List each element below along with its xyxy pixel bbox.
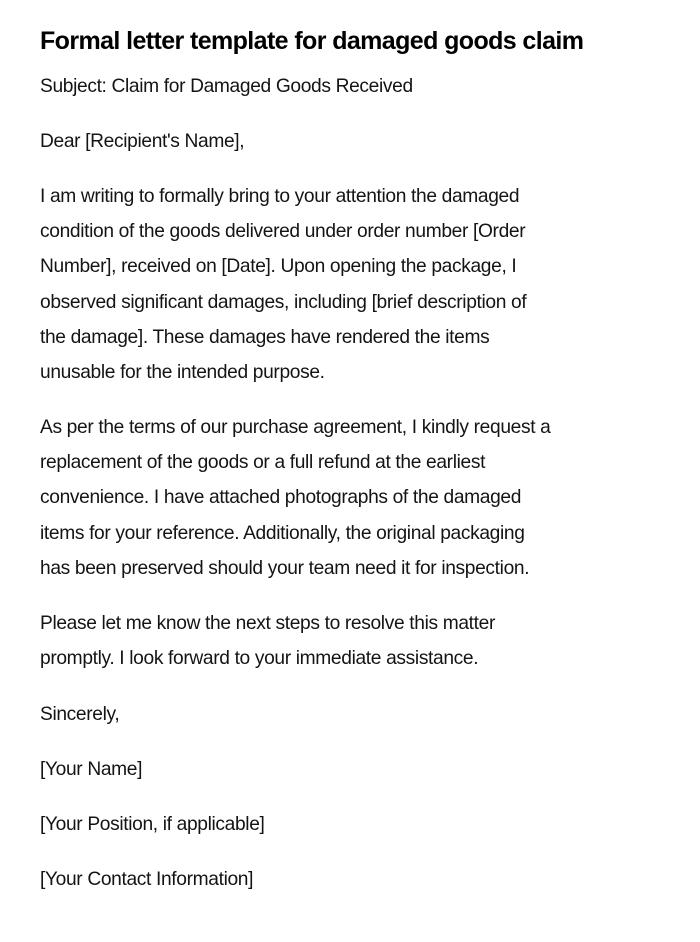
paragraph-line: replacement of the goods or a full refund at the earliest bbox=[40, 452, 486, 474]
subject-line: Subject: Claim for Damaged Goods Received bbox=[40, 76, 413, 97]
paragraph-line: unusable for the intended purpose. bbox=[40, 362, 325, 384]
paragraph-line: Please let me know the next steps to resolve this matter bbox=[40, 613, 495, 634]
body-paragraph-1 bbox=[40, 179, 526, 390]
paragraph-line: items for your reference. Additionally, the original packaging bbox=[40, 522, 525, 544]
body-paragraph-3 bbox=[40, 606, 495, 676]
signature-contact: [Your Contact Information] bbox=[40, 869, 254, 890]
paragraph-line: I am writing to formally bring to your attention the damaged bbox=[40, 186, 520, 207]
paragraph-line: has been preserved should your team need it for inspection. bbox=[40, 557, 530, 579]
closing: Sincerely, bbox=[40, 704, 120, 725]
paragraph-line: As per the terms of our purchase agreement, I kindly request a bbox=[40, 417, 551, 438]
signature-position: [Your Position, if applicable] bbox=[40, 814, 265, 835]
body-paragraph-2 bbox=[40, 410, 551, 586]
paragraph-line: the damage]. These damages have rendered the items bbox=[40, 326, 490, 348]
signature-name: [Your Name] bbox=[40, 759, 143, 780]
salutation: Dear [Recipient's Name], bbox=[40, 131, 245, 152]
paragraph-line: promptly. I look forward to your immediate assistance. bbox=[40, 648, 479, 670]
paragraph-line: condition of the goods delivered under order number [Order bbox=[40, 221, 526, 243]
paragraph-line: Number], received on [Date]. Upon opening the package, I bbox=[40, 256, 517, 278]
document-title: Formal letter template for damaged goods claim bbox=[40, 27, 584, 55]
paragraph-line: observed significant damages, including [brief description of bbox=[40, 291, 527, 313]
paragraph-line: convenience. I have attached photographs of the damaged bbox=[40, 487, 522, 509]
